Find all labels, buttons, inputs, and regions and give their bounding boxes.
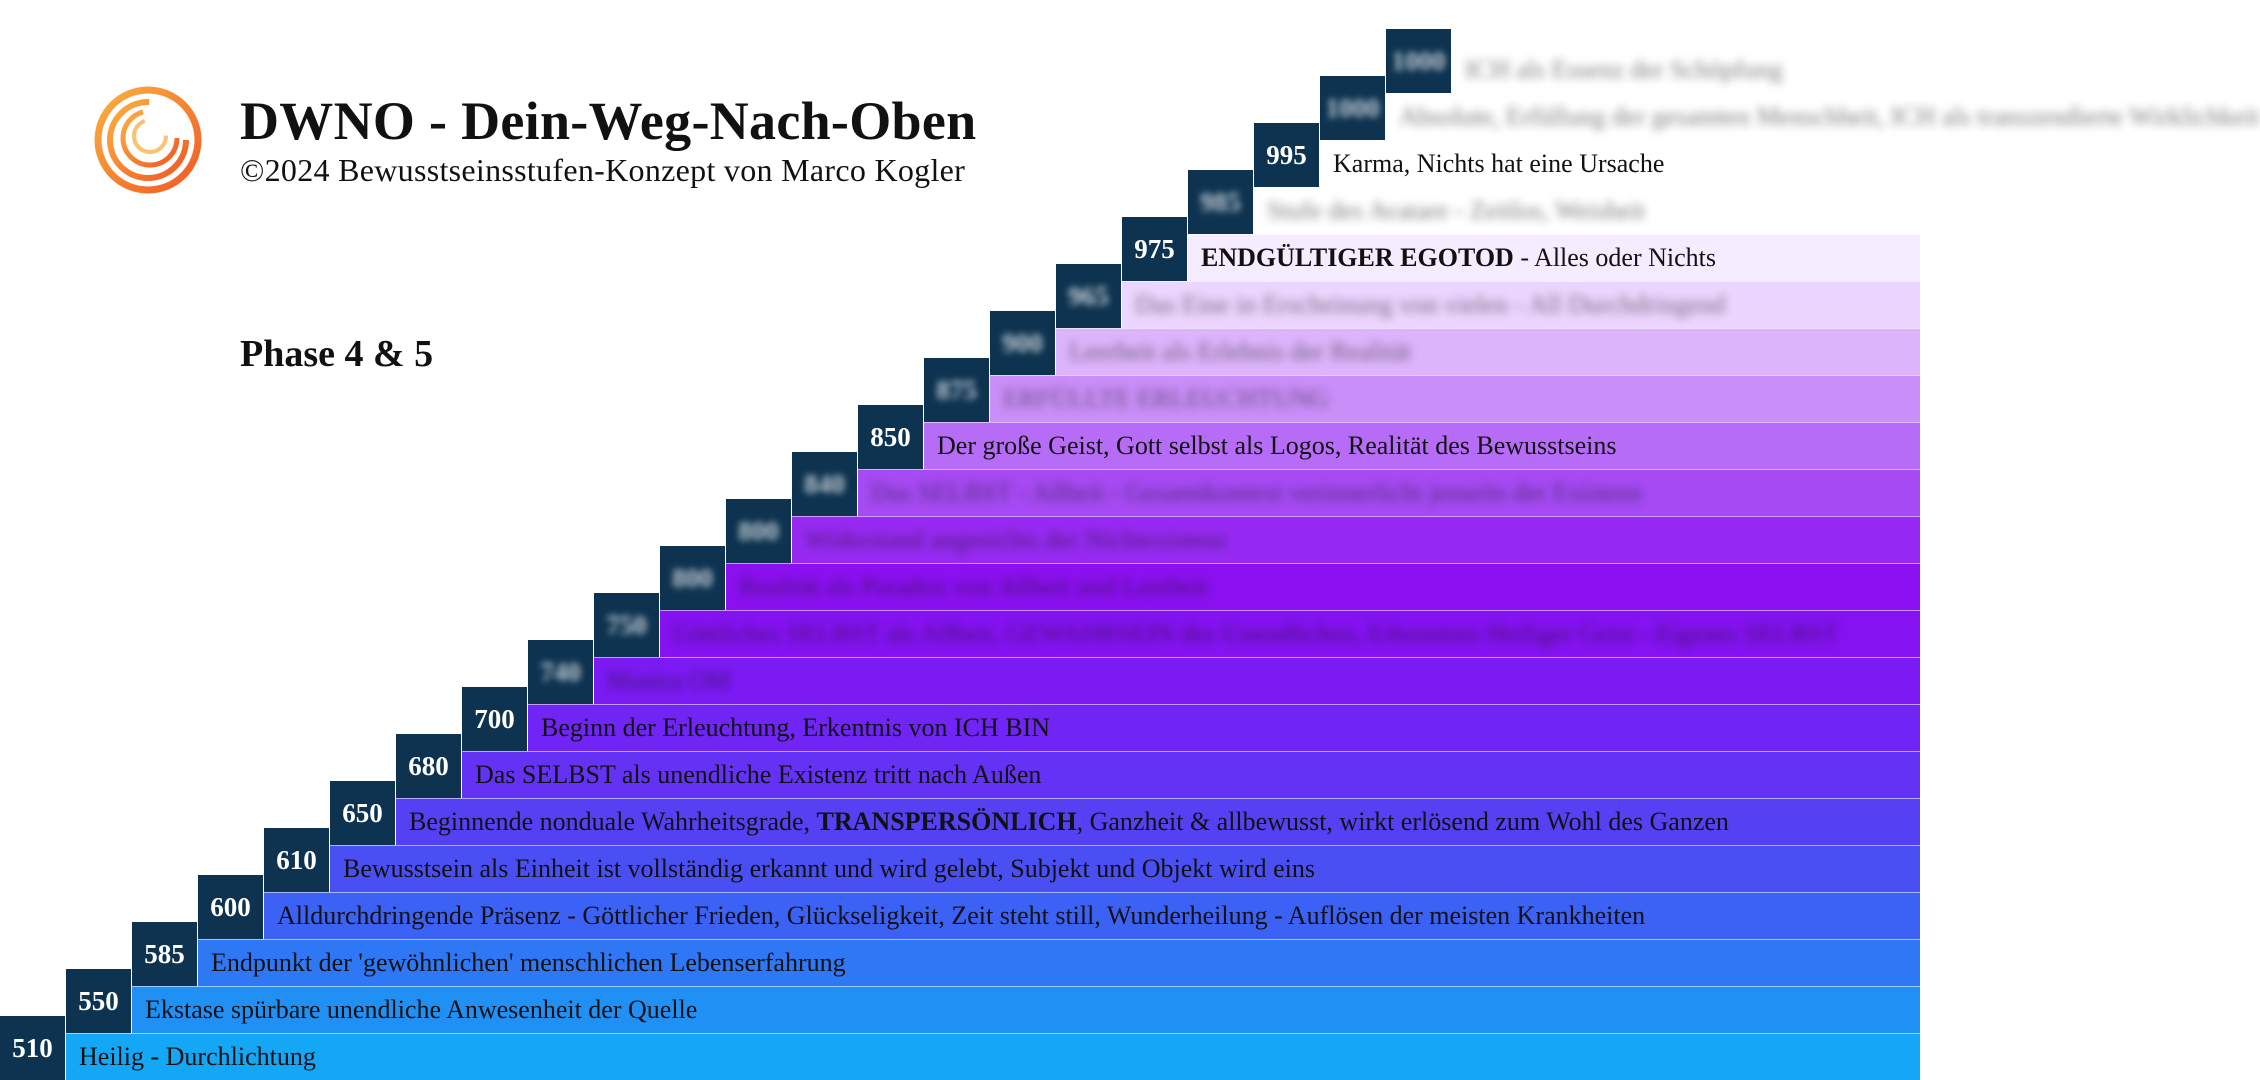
level-number-badge: [264, 826, 330, 892]
level-description-text: Das SELBST als unendliche Existenz tritt nach Außen: [475, 760, 1042, 789]
level-description-prefix: Beginnende nonduale Wahrheitsgrade,: [409, 807, 817, 836]
level-number-badge: [396, 732, 462, 798]
level-description: [66, 1042, 316, 1072]
level-row: [132, 939, 1920, 986]
level-row: [462, 704, 1920, 751]
level-number-badge: [330, 779, 396, 845]
level-row: [1386, 46, 1920, 93]
level-description-text: ERFÜLLTE ERLEUCHTUNG: [1003, 384, 1330, 413]
level-description: [132, 995, 697, 1025]
level-number-badge: [1122, 215, 1188, 281]
level-description-text: Mantra OM: [607, 666, 731, 695]
level-number: 965: [1068, 280, 1109, 311]
level-description-text: Leerheit als Erlebnis der Realität: [1069, 337, 1412, 366]
level-row: [858, 422, 1920, 469]
level-number: 650: [342, 797, 383, 828]
level-description: [990, 384, 1329, 414]
level-description: ENDGÜLTIGER EGOTOD - Alles oder Nichts: [1201, 243, 1717, 272]
level-number-badge: [792, 450, 858, 516]
level-row: [66, 986, 1920, 1033]
level-number: 975: [1134, 233, 1175, 264]
level-number-badge: [1386, 27, 1452, 93]
level-description: [924, 431, 1617, 461]
level-description-text: Bewusstsein als Einheit ist vollständig erkannt und wird gelebt, Subjekt und Objekt wird eins: [343, 854, 1315, 883]
level-number: 800: [672, 562, 713, 593]
level-number: 680: [408, 750, 449, 781]
level-row: [330, 798, 1920, 845]
level-description-text: Das Eine in Erscheinung von vielen - All Durchdringend: [1135, 290, 1726, 319]
level-number: 900: [1002, 327, 1043, 358]
level-number: 550: [78, 985, 119, 1016]
level-emphasis: ENDGÜLTIGER EGOTOD: [1201, 243, 1514, 272]
level-description-text: Heilig - Durchlichtung: [79, 1042, 316, 1071]
level-description: [792, 525, 1228, 555]
level-description: [264, 901, 1645, 931]
level-number-badge: [990, 309, 1056, 375]
level-row: [396, 751, 1920, 798]
level-number-badge: [660, 544, 726, 610]
level-description-text: Realität als Paradox von Allheit und Leerheit: [739, 572, 1209, 601]
level-description-text: ICH als Essenz der Schöpfung: [1465, 55, 1783, 84]
level-number: 700: [474, 703, 515, 734]
level-number-badge: [1188, 168, 1254, 234]
level-number-badge: [462, 685, 528, 751]
level-row: [1056, 281, 1920, 328]
level-number: 740: [540, 656, 581, 687]
level-description: [528, 713, 1050, 743]
level-description: [330, 854, 1315, 884]
level-description: [1452, 55, 1783, 85]
level-row: [1122, 234, 1920, 281]
level-description: [1320, 149, 1664, 179]
level-description-text: Alldurchdringende Präsenz - Göttlicher Frieden, Glückseligkeit, Zeit steht still, Wunderheilung - Auflösen der meisten Krankheiten: [277, 901, 1646, 930]
level-description: [462, 760, 1041, 790]
level-description: [594, 666, 730, 696]
level-row: [0, 1033, 1920, 1080]
level-row: [1254, 140, 1920, 187]
level-number: 585: [144, 938, 185, 969]
level-description-text: , Ganzheit & allbewusst, wirkt erlösend zum Wohl des Ganzen: [1076, 807, 1729, 836]
level-description: [726, 572, 1208, 602]
level-number-badge: [726, 497, 792, 563]
level-number-badge: [198, 873, 264, 939]
level-row: [924, 375, 1920, 422]
level-description: [1254, 196, 1645, 226]
level-description-text: Beginn der Erleuchtung, Erkentnis von ICH BIN: [541, 713, 1051, 742]
level-description-text: Widerstand angesichts der Nichtexistenz: [805, 525, 1228, 554]
level-description: [1386, 102, 2260, 132]
level-number: 1000: [1325, 92, 1380, 123]
level-description-text: Absolute, Erfüllung der gesamten Menschheit, ICH als transzendierte Wirklichkeit: [1399, 102, 2260, 131]
level-row: [1188, 187, 1920, 234]
level-number-badge: [528, 638, 594, 704]
level-number: 800: [738, 515, 779, 546]
level-emphasis: TRANSPERSÖNLICH: [816, 807, 1077, 836]
level-row: [1320, 92, 2260, 140]
level-row: [660, 563, 1920, 610]
level-number: 600: [210, 891, 251, 922]
phase-heading: Phase 4 & 5: [240, 333, 434, 375]
level-number: 875: [936, 374, 977, 405]
level-description: [660, 619, 1838, 649]
level-description-text: Alles oder Nichts: [1534, 243, 1717, 272]
level-row: [528, 657, 1920, 704]
level-description: [396, 807, 1729, 837]
level-number: 850: [870, 421, 911, 452]
level-description-text: Ekstase spürbare unendliche Anwesenheit der Quelle: [145, 995, 698, 1024]
level-description-text: Karma, Nichts hat eine Ursache: [1333, 149, 1665, 178]
level-row: [990, 328, 1920, 375]
level-number-badge: [594, 591, 660, 657]
level-description: [858, 478, 1642, 508]
spiral-logo-icon: [92, 84, 204, 196]
level-description-text: Göttliches SELBST als Allheit, GEWAHRSEIN des Unendlichen, Erkenntnis Heiliger Geist - Eigenes SELBST: [673, 619, 1839, 648]
level-number: 1000: [1391, 45, 1446, 76]
level-description-text: Endpunkt der 'gewöhnlichen' menschlichen Lebenserfahrung: [211, 948, 846, 977]
level-number: 985: [1200, 186, 1241, 217]
level-row: [726, 516, 1920, 563]
level-number-badge: [858, 403, 924, 469]
level-row: [198, 892, 1920, 939]
level-number-badge: [0, 1014, 66, 1080]
level-description: [198, 948, 846, 978]
level-number-badge: [66, 967, 132, 1033]
level-description-text: Das SELBST - Allheit - Gesamtkontext verinnerlicht jenseits der Existenz: [871, 478, 1643, 507]
level-row: [792, 469, 1920, 516]
level-description: [1056, 337, 1411, 367]
page-title: DWNO - Dein-Weg-Nach-Oben: [240, 91, 977, 151]
level-description: [1122, 290, 1726, 320]
level-number: 510: [12, 1032, 53, 1063]
level-number: 840: [804, 468, 845, 499]
level-description-text: Der große Geist, Gott selbst als Logos, Realität des Bewusstseins: [937, 431, 1617, 460]
level-number: 610: [276, 844, 317, 875]
level-number-badge: [1056, 262, 1122, 328]
level-row: [594, 610, 1920, 657]
level-number: 995: [1266, 139, 1307, 170]
level-description-text: Stufe des Avatare - Zeitlos, Weisheit: [1267, 196, 1646, 225]
level-number: 750: [606, 609, 647, 640]
level-number-badge: [924, 356, 990, 422]
level-number-badge: [1320, 74, 1386, 140]
level-number-badge: [1254, 121, 1320, 187]
level-row: [264, 845, 1920, 892]
page-subtitle: ©2024 Bewusstseinsstufen-Konzept von Marco Kogler: [240, 152, 966, 188]
level-number-badge: [132, 920, 198, 986]
